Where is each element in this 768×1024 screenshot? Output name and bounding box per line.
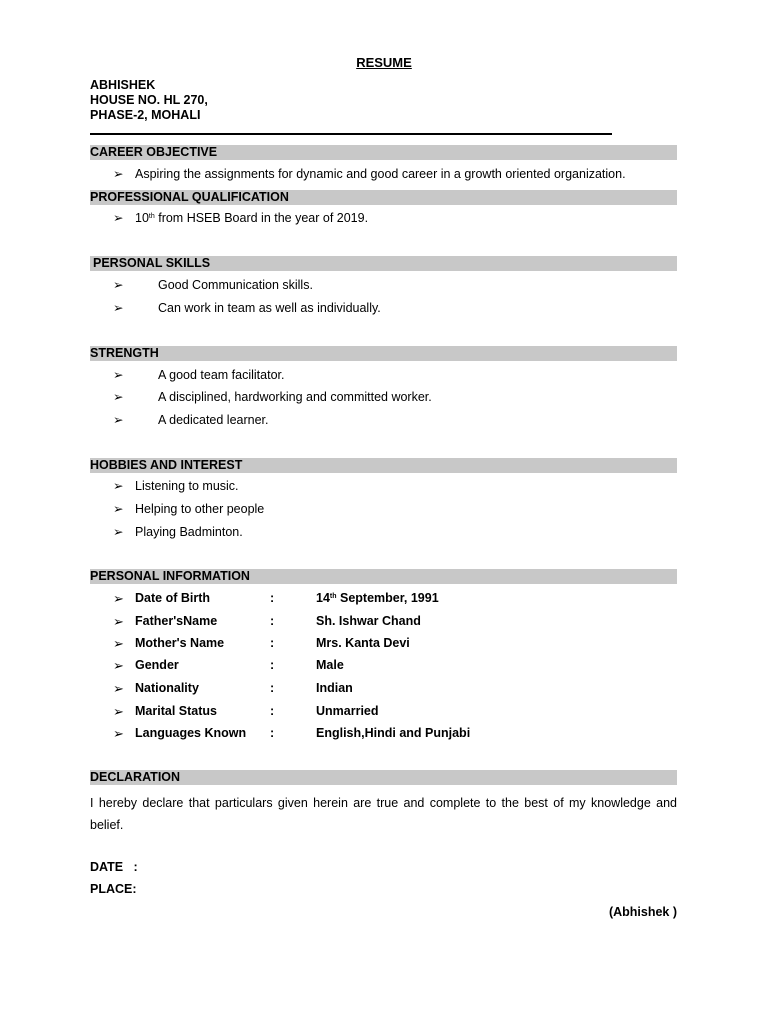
qualification-item: 10th from HSEB Board in the year of 2019. — [135, 211, 369, 225]
info-value-gender: Male — [316, 658, 344, 672]
bullet-icon: ➢ — [113, 390, 124, 404]
bullet-icon: ➢ — [113, 368, 124, 382]
section-heading-strength: STRENGTH — [90, 346, 677, 361]
info-label-gender: Gender — [135, 658, 179, 672]
bullet-icon: ➢ — [113, 167, 124, 181]
signature: (Abhishek ) — [608, 905, 677, 919]
info-value-nationality: Indian — [316, 681, 353, 695]
info-separator: : — [270, 636, 275, 650]
hobby-item: Helping to other people — [135, 502, 265, 516]
hobby-item: Listening to music. — [135, 479, 239, 493]
info-value-dob: 14th September, 1991 — [316, 591, 439, 605]
strength-item: A good team facilitator. — [158, 368, 285, 382]
bullet-icon: ➢ — [113, 636, 124, 651]
info-label-nationality: Nationality — [135, 681, 199, 695]
info-label-mother: Mother's Name — [135, 636, 225, 650]
info-value-mother: Mrs. Kanta Devi — [316, 636, 410, 650]
skill-item: Good Communication skills. — [158, 278, 313, 292]
address-line-2: PHASE-2, MOHALI — [90, 108, 201, 122]
hobby-item: Playing Badminton. — [135, 525, 243, 539]
bullet-icon: ➢ — [113, 301, 124, 315]
place-label: PLACE: — [90, 882, 137, 896]
info-value-languages: English,Hindi and Punjabi — [316, 726, 471, 740]
skill-item: Can work in team as well as individually. — [158, 301, 381, 315]
info-separator: : — [270, 658, 275, 672]
declaration-text: I hereby declare that particulars given herein are true and complete to the best of my knowledge and belief. — [90, 796, 677, 832]
strength-item: A disciplined, hardworking and committed worker. — [158, 390, 432, 404]
info-value-father: Sh. Ishwar Chand — [316, 614, 421, 628]
info-label-marital-status: Marital Status — [135, 704, 217, 718]
bullet-icon: ➢ — [113, 502, 124, 516]
bullet-icon: ➢ — [113, 479, 124, 493]
page-title: RESUME — [356, 55, 412, 70]
bullet-icon: ➢ — [113, 726, 124, 741]
bullet-icon: ➢ — [113, 591, 124, 606]
career-objective-text: Aspiring the assignments for dynamic and good career in a growth oriented organization. — [135, 167, 626, 181]
bullet-icon: ➢ — [113, 211, 124, 225]
bullet-icon: ➢ — [113, 658, 124, 673]
info-value-marital-status: Unmarried — [316, 704, 379, 718]
date-label: DATE : — [90, 860, 138, 874]
info-label-dob: Date of Birth — [135, 591, 210, 605]
address-line-1: HOUSE NO. HL 270, — [90, 93, 208, 107]
info-label-father: Father'sName — [135, 614, 218, 628]
section-heading-hobbies: HOBBIES AND INTEREST — [90, 458, 677, 473]
section-heading-professional-qualification: PROFESSIONAL QUALIFICATION — [90, 190, 677, 205]
section-heading-career-objective: CAREER OBJECTIVE — [90, 145, 677, 160]
bullet-icon: ➢ — [113, 413, 124, 427]
bullet-icon: ➢ — [113, 681, 124, 696]
bullet-icon: ➢ — [113, 525, 124, 539]
strength-item: A dedicated learner. — [158, 413, 269, 427]
section-heading-personal-skills: PERSONAL SKILLS — [90, 256, 677, 271]
info-separator: : — [270, 591, 275, 605]
bullet-icon: ➢ — [113, 704, 124, 719]
info-label-languages: Languages Known — [135, 726, 247, 740]
info-separator: : — [270, 726, 275, 740]
section-heading-personal-information: PERSONAL INFORMATION — [90, 569, 677, 584]
address-block — [90, 78, 208, 123]
bullet-icon: ➢ — [113, 614, 124, 629]
bullet-icon: ➢ — [113, 278, 124, 292]
header-divider — [90, 133, 612, 135]
info-separator: : — [270, 681, 275, 695]
info-separator: : — [270, 614, 275, 628]
candidate-name: ABHISHEK — [90, 78, 156, 92]
info-separator: : — [270, 704, 275, 718]
section-heading-declaration: DECLARATION — [90, 770, 677, 785]
